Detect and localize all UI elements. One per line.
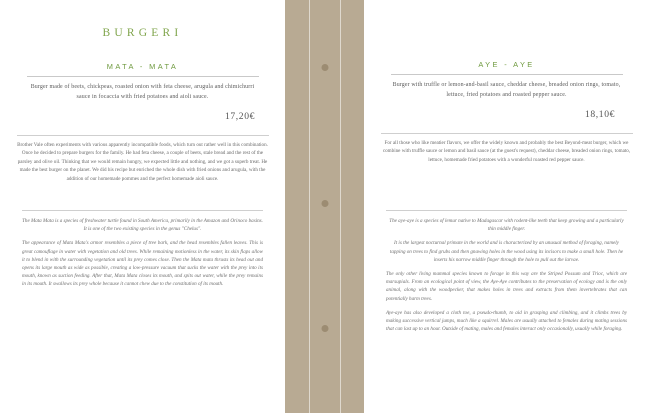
- animal-story-right: [364, 210, 649, 339]
- dish-block-left: [0, 62, 285, 102]
- story-paragraph: The Mata Mata is a species of freshwater turtle found in South America, primarily in the Amazon and Orinoco basins. It is one of the two existing species in the genus "Chelus".: [22, 218, 263, 233]
- story-paragraph: Aye-aye has also developed a cloth toe, a pseudo-thumb, to aid in grasping and climbing, and it climbs trees by making successive vertical jumps, much like a squirrel. Males are usually attached to females during mating sessions that can last up to an hour. Outside of mating, males and females interact only occasionally, usually while foraging.: [386, 309, 627, 333]
- dish-note-left: [17, 135, 269, 183]
- dish-price: 17,20€: [225, 111, 255, 122]
- divider: [391, 74, 623, 75]
- divider: [27, 76, 259, 77]
- note-text: For all those who like meatier flavors, we offer the widely known and probably the best Beyond-meat burger, which we combine with truffle sauce or lemon and basil sauce (at the guest's request), cheddar cheese, breaded onion rings, tomato, lettuce, homemade fried potatoes with a wonderful roasted red pepper sauce.: [382, 140, 631, 163]
- divider: [381, 133, 633, 134]
- divider: [17, 135, 269, 136]
- spine-dot: [321, 64, 328, 71]
- spine-dot: [321, 325, 328, 332]
- animal-story-left: [0, 210, 285, 295]
- dish-block-right: [364, 60, 649, 100]
- dish-description: Burger with truffle or lemon-and-basil sauce, cheddar cheese, breaded onion rings, tomato, lettuce, fried potatoes and roasted pepper sauce.: [392, 82, 621, 98]
- story-paragraph: The aye-aye is a species of lemur native to Madagascar with rodent-like teeth that keep growing and a particularly thin middle finger.: [389, 218, 624, 233]
- brand-title: BURGERI: [102, 27, 183, 39]
- note-text: Brother Vale often experiments with various apparently incompatible foods, which turn out rather well in this combination. Once he decided to prepare burgers for the family. He had feta cheese, a couple of beets, stale bread and the rest of the parsley and olive oil. Thinking that we would remain hungry, we expected little and nothing, and we got a superb treat. He made the best burger on the planet. We did his recipe but enriched the whole dish with fried onions and arugula, with the addition of our homemade pommes and the perfect homemade aioli sauce.: [17, 142, 268, 182]
- story-paragraph: The appearance of Mata Mata's armor resembles a piece of tree bark, and the head resembles fallen leaves. This is great camouflage in water with vegetation and old trees. While remaining motionless in the water, its skin flaps allow it to blend in with the surrounding vegetation until its prey comes close. Then the Mata mata thrusts its head out and opens its large mouth as wide as possible, creating a low-pressure vacuum that sucks the water with the prey into its mouth, known as suction feeding. After that, Mata Mata closes its mouth, and spits out water, while the prey remains in its mouth. It swallows its prey whole because it cannot chew due to the constitution of its mouth.: [22, 240, 263, 288]
- story-paragraph: It is the largest nocturnal primate in the world and is characterized by an unusual method of foraging, namely tapping on trees to find grubs and then gnawing holes in the wood using its incisors to make a small hole. Then he inserts his narrow middle finger through the hole to pull out the larvae.: [389, 240, 624, 263]
- spine-line: [309, 0, 310, 413]
- dish-price: 18,10€: [585, 109, 615, 120]
- spine-dot: [321, 200, 328, 207]
- dish-note-right: [381, 133, 633, 164]
- dish-description: Burger made of beets, chickpeas, roasted onion with feta cheese, arugula and chimichurri sauce in focaccia with fried potatoes and aioli sauce.: [30, 84, 255, 100]
- divider: [386, 210, 627, 211]
- story-paragraph: The only other living mammal species known to forage in this way are the Striped Possum and Trioc, which are marsupials. From an ecological point of view, the Aye-Aye contributes to the preservation of ecology and is the only animal, along with the woodpecker, that makes holes in trees and extracts from them invertebrates that can potentially harm trees.: [386, 271, 627, 302]
- dish-name: MATA - MATA: [106, 62, 179, 71]
- right-page: [364, 0, 649, 413]
- dish-name: AYE - AYE: [478, 60, 535, 69]
- page-spine: [285, 0, 364, 413]
- divider: [22, 210, 263, 211]
- spine-line: [340, 0, 341, 413]
- left-page: [0, 0, 285, 413]
